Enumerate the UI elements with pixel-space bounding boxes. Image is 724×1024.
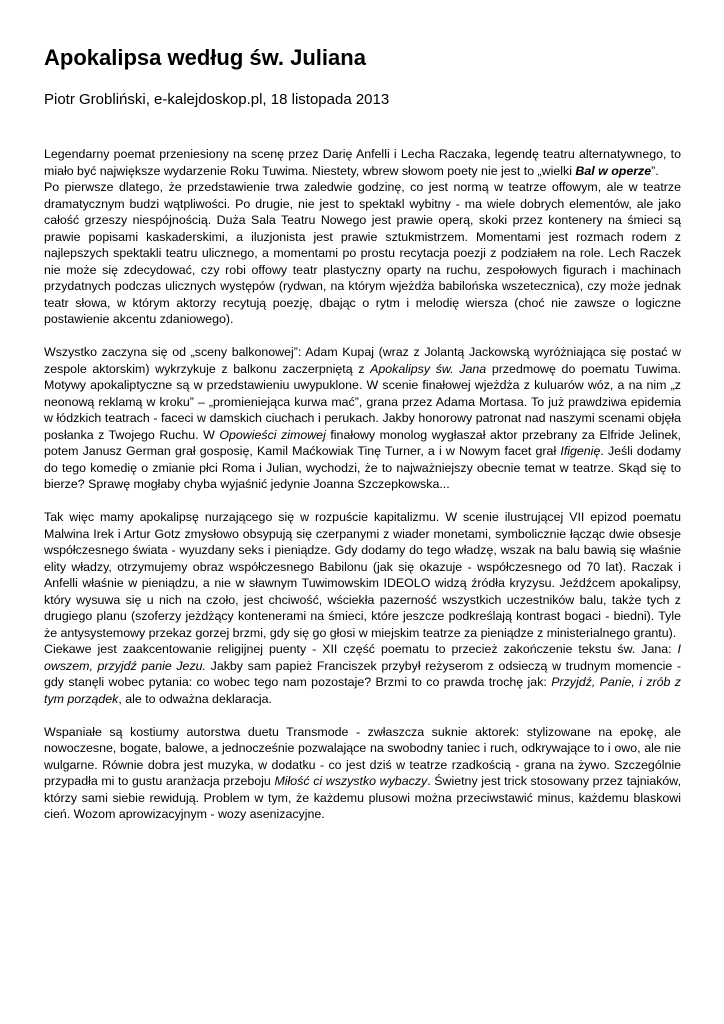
italic-title: Apokalipsy św. Jana <box>370 361 487 376</box>
paragraph-text: . Świetny jest trick stosowany przez tajniaków, którzy sami siebie rewidują. Problem w tym, że każdemu plusowi można przeciwstawić minus, każdemu blaskowi cień. Wozom aprowizacyjnym - wozy asenizacyjne. <box>44 774 682 821</box>
paragraph-text: Jakby sam papież Franciszek przybył reżyserom z odsieczą w trudnym momencie - gdy stanęli wobec pytania: co wobec tego nam pozostaje? Brzmi to co prawda trochę jak: <box>44 658 681 689</box>
paragraph <box>44 179 681 328</box>
italic-title: Ifigenię <box>560 444 601 458</box>
paragraph-text: Wspaniałe są kostiumy autorstwa duetu Transmode - zwłaszcza suknie aktorek: stylizowane na epokę, ale nowoczesne, bogate, balowe, a jednocześnie pozwalające na swobodny taniec i ruch, odkrywające to i owo, ale nie wulgarne. Równie dobra jest muzyka, w dodatku - co jest dziś w teatrze rzadkością - grana na żywo. Szczególnie przypadła mi to gustu aranżacja przeboju <box>44 724 681 788</box>
paragraph-text: ”. <box>651 163 659 178</box>
paragraph-text: Tak więc mamy apokalipsę nurzającego się w rozpuście kapitalizmu. W scenie ilustrującej VII epizod poematu Malwina Irek i Artur Gotz zmysłowo obsypują się czerpanymi z wiader monetami, symbolicznie łącząc dwie obsesje współczesnego świata - wyuzdany seks i pieniądze. Gdy dodamy do tego władzę, wszak na balu bawią się właśnie elity władzy, otrzymujemy obraz współczesnego Babilonu (jak się okazuje - współczesnego od 70 lat). Raczak i Anfelli właśnie w pieniądzu, a nie w sławnym Tuwimowskim IDEOLO widzą źródła kryzysu. Jeźdźcem apokalipsy, który wysuwa się u nich na czoło, jest chciwość, wściekła pazerność wszystkich uczestników balu, także tych z drugiego planu (szoferzy jeżdżący kontenerami na śmieci, które jeszcze podkreślają kontrast bogaci - biedni). Tyle że antysystemowy przekaz gorzej brzmi, gdy się go głosi w miejskim teatrze za pieniądze z ministerialnego grantu). <box>44 510 681 640</box>
article-title: Apokalipsa według św. Juliana <box>44 45 366 70</box>
italic-title: Miłość ci wszystko wybaczy <box>274 774 428 788</box>
italic-title: Przyjdź, Panie, i zrób z tym porządek <box>44 675 681 706</box>
paragraph-text: Ciekawe jest zaakcentowanie religijnej puenty - XII część poematu to przecież zakończenie tekstu św. Jana: <box>44 642 678 656</box>
paragraph <box>44 724 681 823</box>
paragraph-text: Legendarny poemat przeniesiony na scenę przez Darię Anfelli i Lecha Raczaka, legendę teatru alternatywnego, to miało być największe wydarzenie Roku Tuwima. Niestety, wbrew słowom poety nie jest to „wielki <box>44 147 681 178</box>
paragraph-text: . Jeśli dodamy do tego komedię o zmianie płci Roma i Julian, wychodzi, że to najważniejszy obecnie temat w teatrze. Skąd się to bierze? Sprawę mogłaby chyba wyjaśnić jedynie Joanna Szczepkowska... <box>44 444 681 491</box>
paragraph <box>44 344 681 493</box>
italic-title: I owszem, przyjdź panie Jezu. <box>44 642 681 673</box>
paragraph-text: finałowy monolog wygłaszał aktor przebrany za Elfride Jelinek, potem Janusz German grał gosposię, Kamil Maćkowiak Tinę Turner, a i w Nowym facet grał <box>44 427 681 458</box>
paragraph-text: Wszystko zaczyna się od „sceny balkonowej”: Adam Kupaj (wraz z Jolantą Jackowską wyróżniająca się postać w zespole aktorskim) wykrzykuje z balkonu zaczerpniętą z <box>44 345 681 376</box>
paragraph <box>44 509 681 641</box>
article-body <box>44 146 681 823</box>
bold-italic-title: Bal w operze <box>575 163 652 178</box>
italic-title: Opowieści zimowej <box>219 427 326 442</box>
paragraph-text: przedmowę do poematu Tuwima. Motywy apokaliptyczne są w przedstawieniu uwypuklone. W scenie finałowej wjeżdża z kuluarów wóz, a na nim „z neonową reklamą w kroku” – „promieniejąca kurwa mać”, grana przez Adama Mortasa. To już prawdziwa epidemia w łódzkich teatrach - faceci w damskich ciuchach i perukach. Jakby honorowy patronat nad naszymi scenami objęła posłanka z Twojego Ruchu. W <box>44 361 682 442</box>
paragraph-text: Po pierwsze dlatego, że przedstawienie trwa zaledwie godzinę, co jest normą w teatrze offowym, ale w teatrze dramatycznym budzi wątpliwości. Po drugie, nie jest to spektakl wybitny - ma wiele dobrych elementów, ale jako całość grzeszy niespójnością. Duża Sala Teatru Nowego jest prawie operą, skoki przez kontenery na śmieci są prawie popisami kaskaderskimi, a iluzjonista jest prawie sztukmistrzem. Momentami jest rozmach rodem z najlepszych spektakli teatru ulicznego, a momentami po prostu recytacja poezji z podziałem na role. Lech Raczek nie może się zdecydować, czy robi offowy teatr plastyczny oparty na ruchu, zespołowych figurach i machinach przydatnych podczas ulicznych występów (rydwan, na którym wjeżdża babilońska wszetecznica), czy może jednak teatr słowa, w którym aktorzy recytują poezję, dbając o rytm i melodię wiersza (choć nie zawsze o logiczne postawienie akcentu zdaniowego). <box>44 180 681 326</box>
article-byline: Piotr Grobliński, e-kalejdoskop.pl, 18 listopada 2013 <box>44 91 390 108</box>
paragraph <box>44 146 681 179</box>
paragraph-text: , ale to odważna deklaracja. <box>118 691 272 706</box>
paragraph <box>44 641 681 707</box>
